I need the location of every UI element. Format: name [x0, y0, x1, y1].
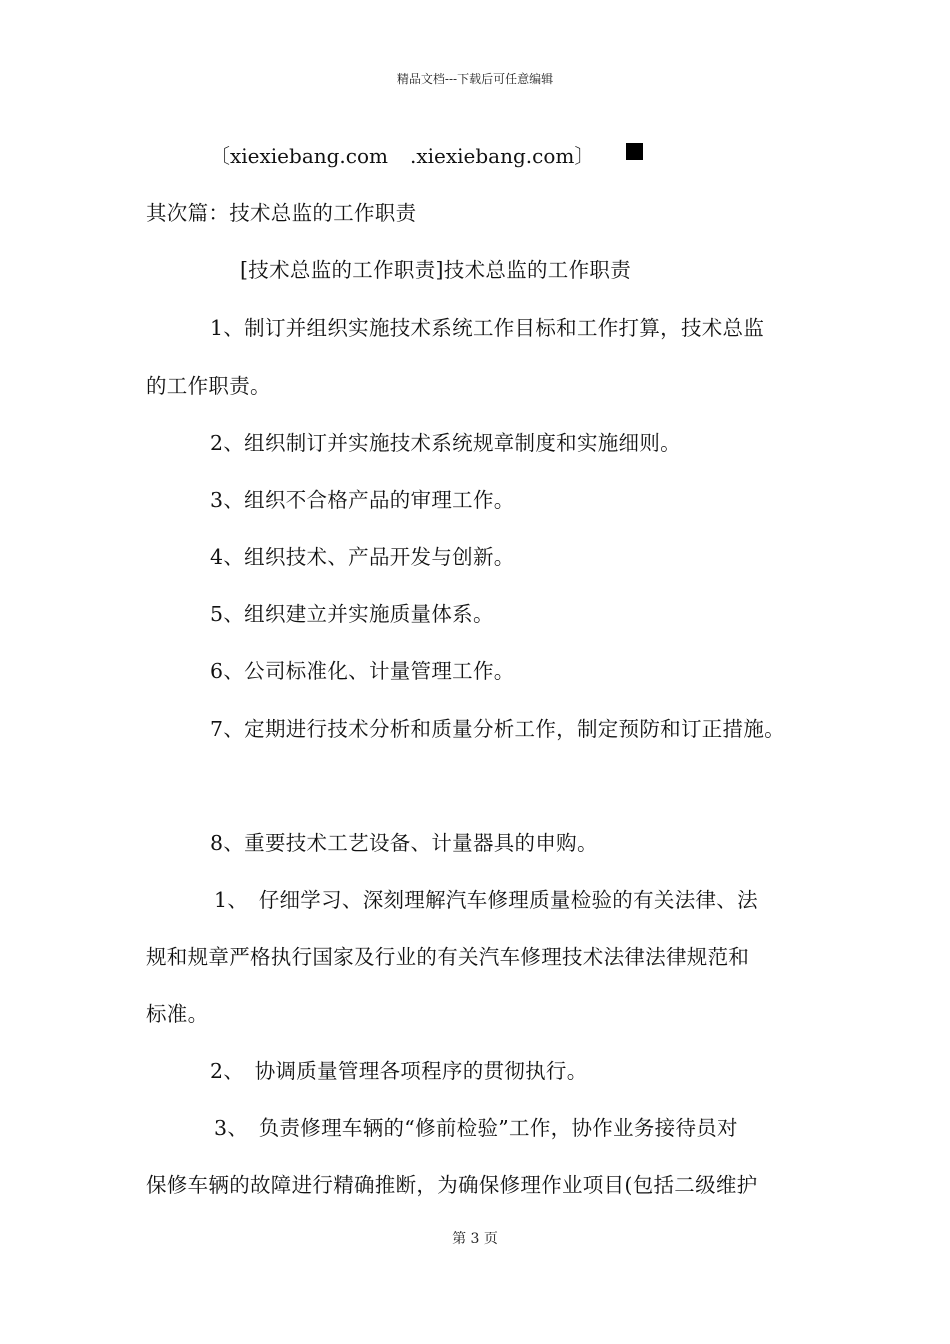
- paragraph: 规和规章严格执行国家及行业的有关汽车修理技术法律法律规范和: [146, 945, 750, 969]
- paragraph: 8、重要技术工艺设备、计量器具的申购。: [210, 831, 598, 855]
- paragraph: 的工作职责。: [146, 374, 271, 398]
- url-line: [210, 140, 594, 169]
- paragraph: 4、组织技术、产品开发与创新。: [210, 545, 515, 569]
- url-text-left: 〔xiexiebang.com: [210, 144, 388, 168]
- url-text-right: .xiexiebang.com〕: [410, 144, 595, 168]
- black-square-icon: [626, 143, 643, 160]
- paragraph: 1、 仔细学习、深刻理解汽车修理质量检验的有关法律、法: [214, 888, 758, 912]
- paragraph: 标准。: [146, 1002, 209, 1026]
- paragraph: 1、制订并组织实施技术系统工作目标和工作打算，技术总监: [210, 316, 765, 340]
- paragraph: 2、 协调质量管理各项程序的贯彻执行。: [210, 1059, 588, 1083]
- paragraph: 6、公司标准化、计量管理工作。: [210, 659, 515, 683]
- paragraph: 5、组织建立并实施质量体系。: [210, 602, 494, 626]
- subtitle: [技术总监的工作职责]技术总监的工作职责: [240, 258, 631, 282]
- paragraph: 2、组织制订并实施技术系统规章制度和实施细则。: [210, 431, 681, 455]
- page-header: 精品文档---下载后可任意编辑: [396, 72, 554, 86]
- paragraph: 3、组织不合格产品的审理工作。: [210, 488, 515, 512]
- page-number: 第 3 页: [452, 1231, 498, 1247]
- paragraph: 保修车辆的故障进行精确推断，为确保修理作业项目(包括二级维护: [146, 1173, 758, 1197]
- paragraph: 3、 负责修理车辆的“修前检验”工作，协作业务接待员对: [214, 1116, 738, 1140]
- section-title: 其次篇：技术总监的工作职责: [146, 201, 417, 225]
- paragraph: 7、定期进行技术分析和质量分析工作，制定预防和订正措施。: [210, 717, 785, 741]
